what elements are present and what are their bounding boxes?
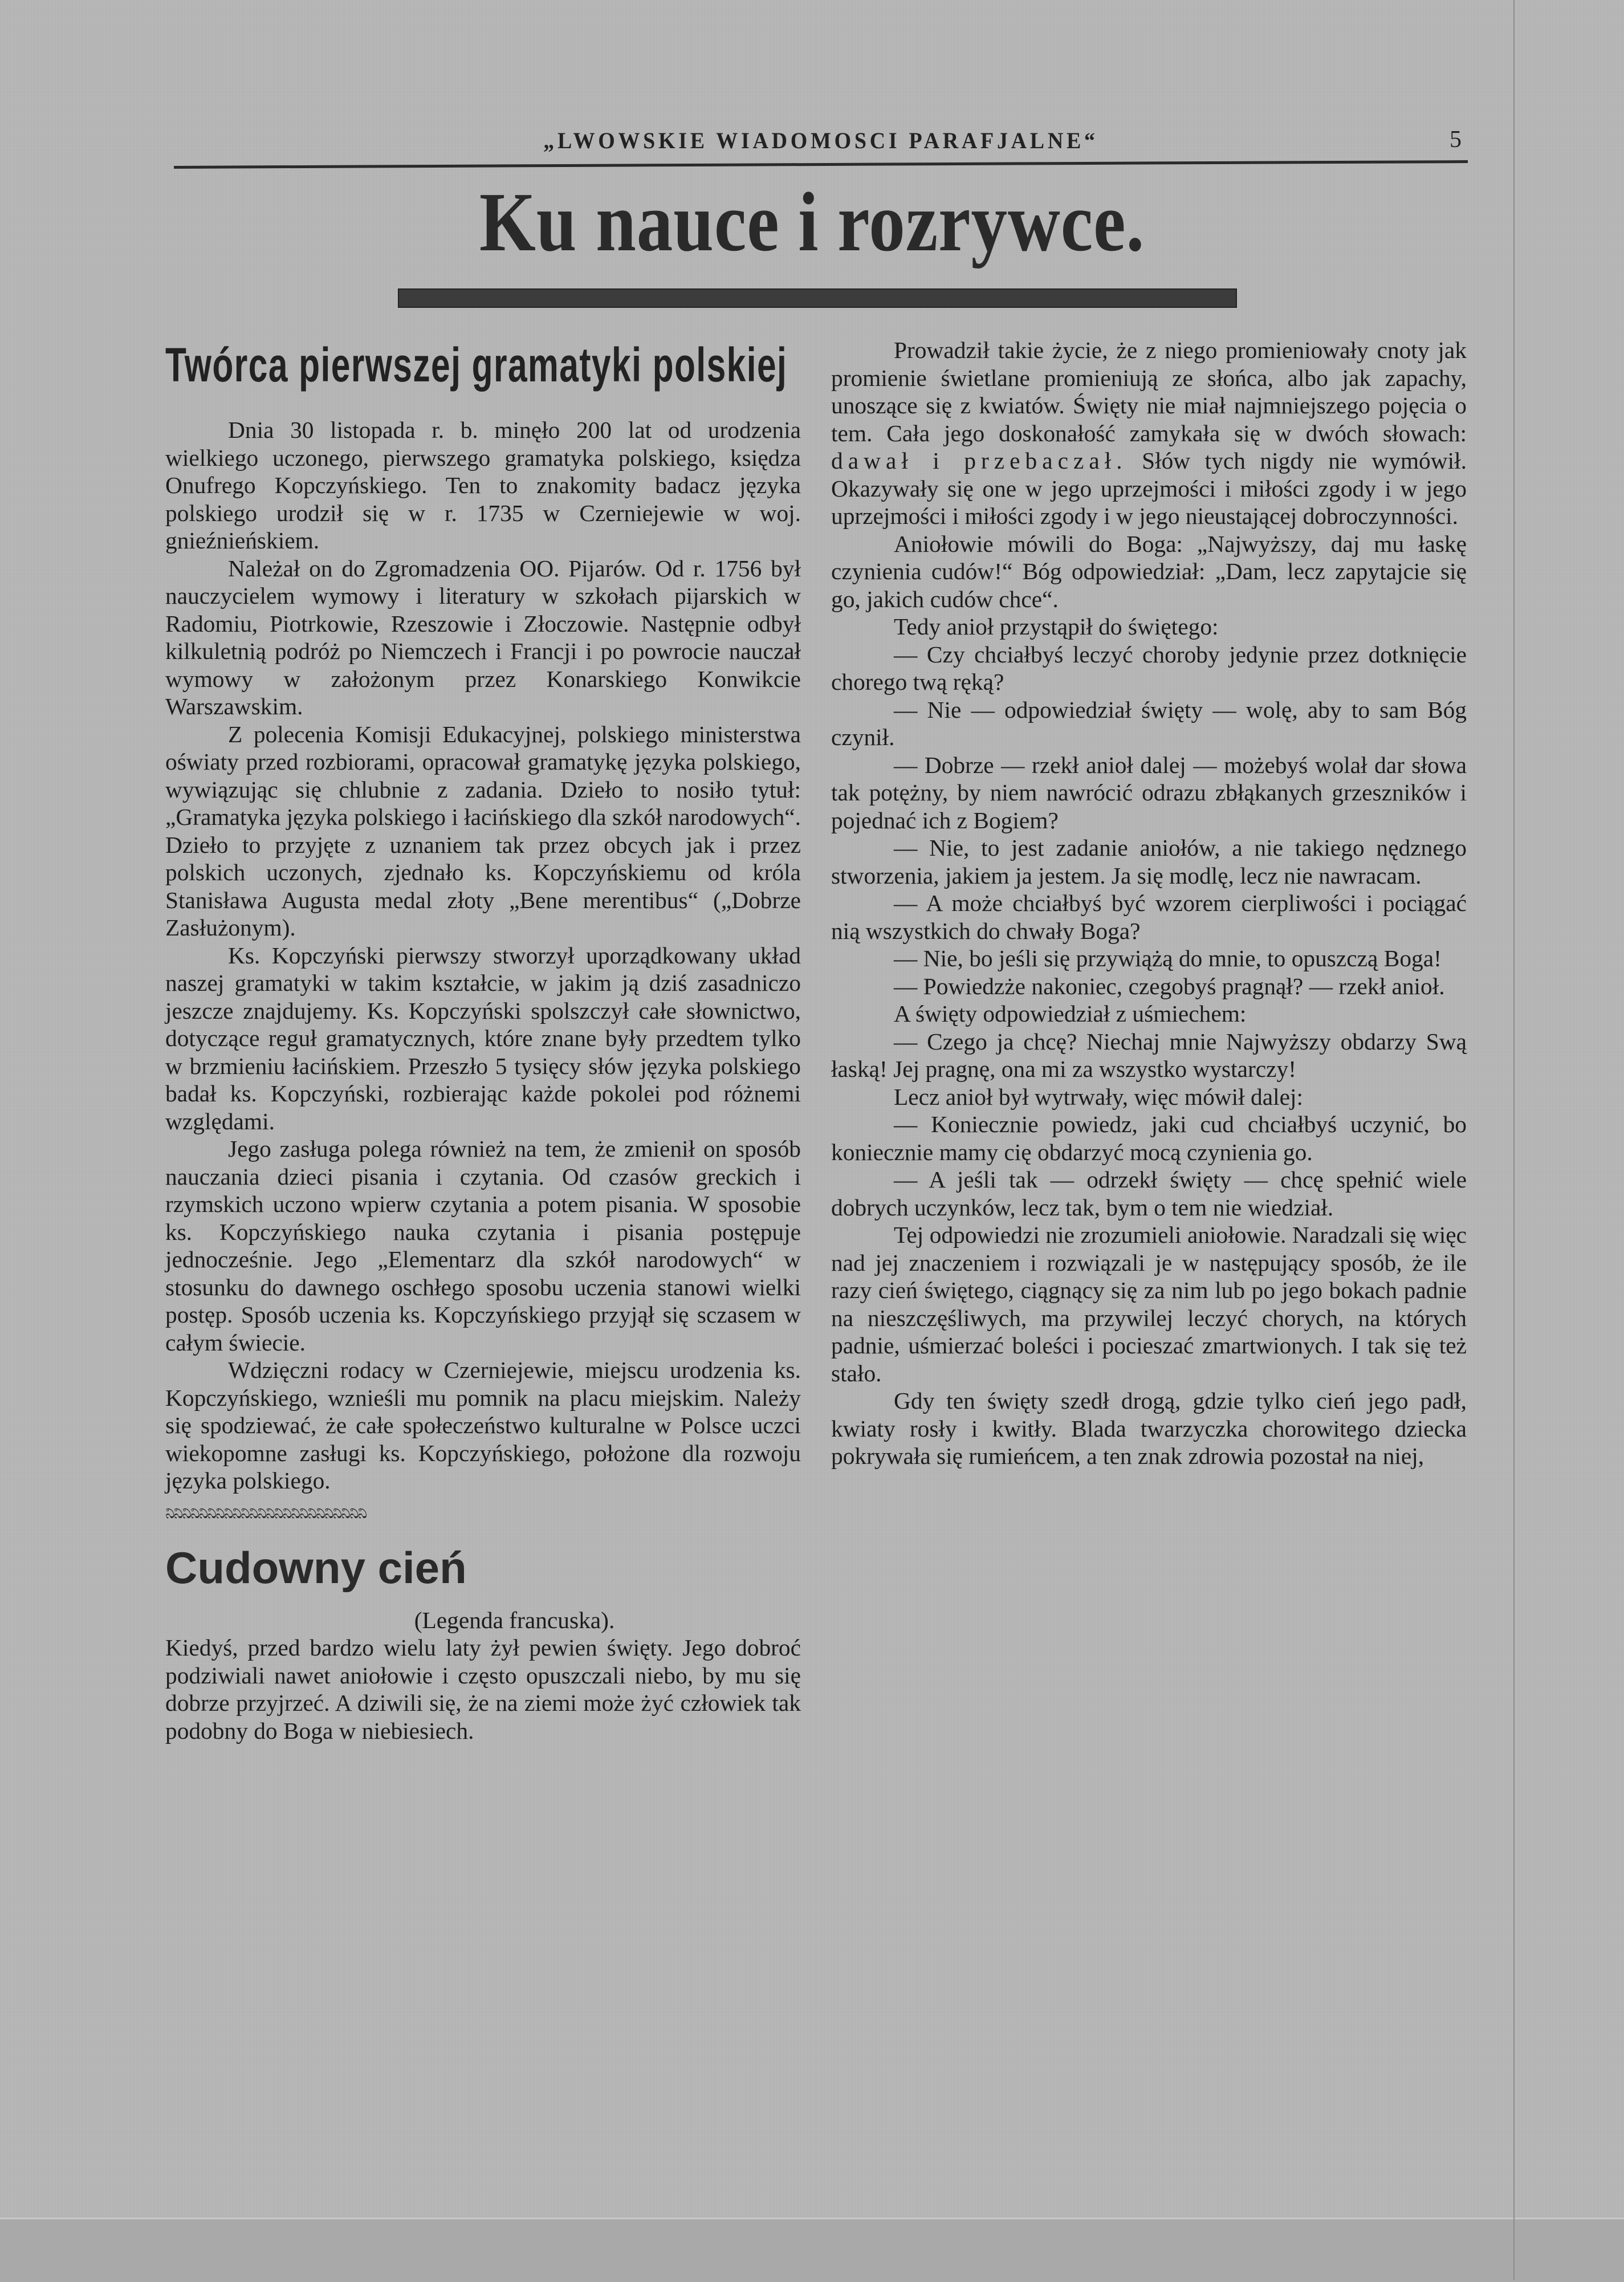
- article2-paragraph: — Czego ja chcę? Niechaj mnie Najwyższy obdarzy Swą łaską! Jej pragnę, ona mi za wszystko wystarczy!: [831, 1028, 1467, 1082]
- article2-paragraph: — A jeśli tak — odrzekł święty — chcę spełnić wiele dobrych uczynków, lecz tak, bym o tem nie wiedział.: [831, 1166, 1467, 1221]
- article2-paragraph: — Nie, to jest zadanie aniołów, a nie takiego nędznego stworzenia, jakiem ja jestem. Ja się modlę, lecz nie nawracam.: [831, 835, 1467, 889]
- article1-paragraph: Z polecenia Komisji Edukacyjnej, polskiego ministerstwa oświaty przed rozbiorami, opracował gramatykę języka polskiego, wywiązując się chlubnie z zadania. Dzieło to nosiło tytuł: „Gramatyka języka polskiego i łacińskiego dla szkół narodowych“. Dzieło to przyjęte z uznaniem tak przez obcych jak i przez polskich uczonych, zjednało ks. Kopczyńskiemu od króla Stanisława Augusta medal złoty „Bene merentibus“ („Dobrze Zasłużonym).: [165, 721, 801, 941]
- article1-paragraph: Dnia 30 listopada r. b. minęło 200 lat od urodzenia wielkiego uczonego, pierwszego gramatyka polskiego, księdza Onufrego Kopczyńskiego. Ten to znakomity badacz języka polskiego urodził się w r. 1735 w Czerniejewie w woj. gnieźnieńskiem.: [165, 417, 801, 554]
- article1-paragraph: Należał on do Zgromadzenia OO. Pijarów. Od r. 1756 był nauczycielem wymowy i literatury w szkołach pijarskich w Radomiu, Piotrkowie, Rzeszowie i Złoczowie. Następnie odbył kilkuletnią podróż po Niemczech i Francji i po powrocie nauczał wymowy w założonym przez Konarskiego Konwikcie Warszawskim.: [165, 555, 801, 719]
- article2-paragraph: Tej odpowiedzi nie zrozumieli aniołowie. Naradzali się więc nad jej znaczeniem i rozwiązali je w następujący sposób, że ile razy cień świętego, ciągnący się za nim lub po jego bokach padnie na nieszczęśliwych, ma przywilej leczyć chorych, na których padnie, uśmierzać boleści i pocieszać zmartwionych. I tak się też stało.: [831, 1222, 1467, 1386]
- article2-text: Prowadził takie życie, że z niego promieniowały cnoty jak promienie świetlane promieniują ze słońca, albo jak zapachy, unoszące się z kwiatów. Święty nie miał najmniejszego pojęcia o tem. Cała jego doskonałość zamykała się w dwóch słowach:: [831, 337, 1467, 446]
- article1-title: Twórca pierwszej gramatyki polskiej: [165, 338, 788, 392]
- article2-paragraph: — A może chciałbyś być wzorem cierpliwości i pociągać nią wszystkich do chwały Boga?: [831, 890, 1467, 944]
- article2-paragraph: [831, 336, 1467, 530]
- article2-paragraph: Gdy ten święty szedł drogą, gdzie tylko cień jego padł, kwiaty rosły i kwitły. Blada twarzyczka chorowitego dziecka pokrywała się rumieńcem, a ten znak zdrowia pozostał na niej,: [831, 1388, 1467, 1469]
- article2-intro: Kiedyś, przed bardzo wielu laty żył pewien święty. Jego dobroć podziwiali nawet aniołowie i często opuszczali niebo, by mu się dobrze przyjrzeć. A dziwili się, że na ziemi może żyć człowiek tak podobny do Boga w niebiesiech.: [165, 1634, 801, 1744]
- section-title-bar: [398, 288, 1237, 308]
- article2-paragraph: A święty odpowiedział z uśmiechem:: [894, 1000, 1247, 1027]
- right-column: [831, 336, 1467, 1470]
- page-number: 5: [1450, 127, 1462, 153]
- running-header: [171, 123, 1471, 157]
- article2-paragraph: — Powiedzże nakoniec, czegobyś pragnął? — rzekł anioł.: [894, 973, 1445, 999]
- article2-paragraph: — Nie — odpowiedział święty — wolę, aby to sam Bóg czynił.: [831, 696, 1467, 750]
- article2-emphasis: dawał i przebaczał.: [831, 448, 1128, 474]
- article2-text: Słów tych nigdy nie wymówił. Okazywały się one w jego uprzejmości i miłości zgody i w jego uprzejmości i miłości zgody i w jego nieustającej dobroczynności.: [831, 448, 1467, 529]
- article2-paragraph: — Koniecznie powiedz, jaki cud chciałbyś uczynić, bo koniecznie mamy cię obdarzyć mocą czynienia go.: [831, 1111, 1467, 1165]
- article2-paragraph: — Czy chciałbyś leczyć choroby jedynie przez dotknięcie chorego twą ręką?: [831, 641, 1467, 695]
- article2-title: Cudowny cień: [165, 1542, 467, 1593]
- article1-paragraph: Jego zasługa polega również na tem, że zmienił on sposób nauczania dzieci pisania i czytania. Od czasów greckich i rzymskich uczono wpierw czytania a potem pisania. W sposobie ks. Kopczyńskiego nauka czytania i pisania postępuje jednocześnie. Jego „Elementarz dla szkół narodowych“ w stosunku do dawnego oschłego sposobu uczenia stanowi wielki postęp. Sposób uczenia ks. Kopczyńskiego przyjął się sczasem w całym świecie.: [165, 1136, 801, 1356]
- left-column: [165, 336, 801, 1744]
- article2-paragraph: Lecz anioł był wytrwały, więc mówił dalej:: [894, 1083, 1303, 1110]
- article1-paragraph: Ks. Kopczyński pierwszy stworzył uporządkowany układ naszej gramatyki w takim kształcie, w jakim ją dziś zasadniczo jeszcze znajdujemy. Ks. Kopczyński spolszczył całe słownictwo, dotyczące reguł gramatycznych, które znane były przedtem tylko w brzmieniu łacińskiem. Przeszło 5 tysięcy słów języka polskiego badał ks. Kopczyński, rozbierając każde pokolei pod różnemi względami.: [165, 942, 801, 1134]
- article2-subtitle: (Legenda francuska).: [414, 1606, 615, 1633]
- section-title: Ku nauce i rozrywce.: [479, 176, 1145, 269]
- article2-paragraph: — Nie, bo jeśli się przywiążą do mnie, to opuszczą Boga!: [894, 945, 1442, 971]
- running-title: „LWOWSKIE WIADOMOSCI PARAFJALNE“: [543, 128, 1098, 153]
- article2-paragraph: Aniołowie mówili do Boga: „Najwyższy, daj mu łaskę czynienia cudów!“ Bóg odpowiedział: „Dam, lecz zapytajcie się go, jakich cudów chce“.: [831, 530, 1467, 612]
- article2-paragraph: — Dobrze — rzekł anioł dalej — możebyś wolał dar słowa tak potężny, by niem nawrócić odrazu zbłąkanych grzeszników i pojednać ich z Bogiem?: [831, 751, 1467, 833]
- article2-paragraph: Tedy anioł przystąpił do świętego:: [894, 613, 1219, 640]
- ornamental-divider: ನಿನಿನಿನಿನಿನಿನಿನಿನಿನಿನಿನಿನಿನಿನಿನಿನಿನಿನಿನಿನಿನಿನಿನಿ: [165, 1506, 367, 1520]
- article1-paragraph: Wdzięczni rodacy w Czerniejewie, miejscu urodzenia ks. Kopczyńskiego, wznieśli mu pomnik na placu miejskim. Należy się spodziewać, że całe społeczeństwo kulturalne w Polsce uczci wiekopomne zasługi ks. Kopczyńskiego, położone dla rozwoju języka polskiego.: [165, 1357, 801, 1494]
- underlying-sheet: [0, 2218, 1624, 2282]
- page-edge-line: [1513, 0, 1515, 2280]
